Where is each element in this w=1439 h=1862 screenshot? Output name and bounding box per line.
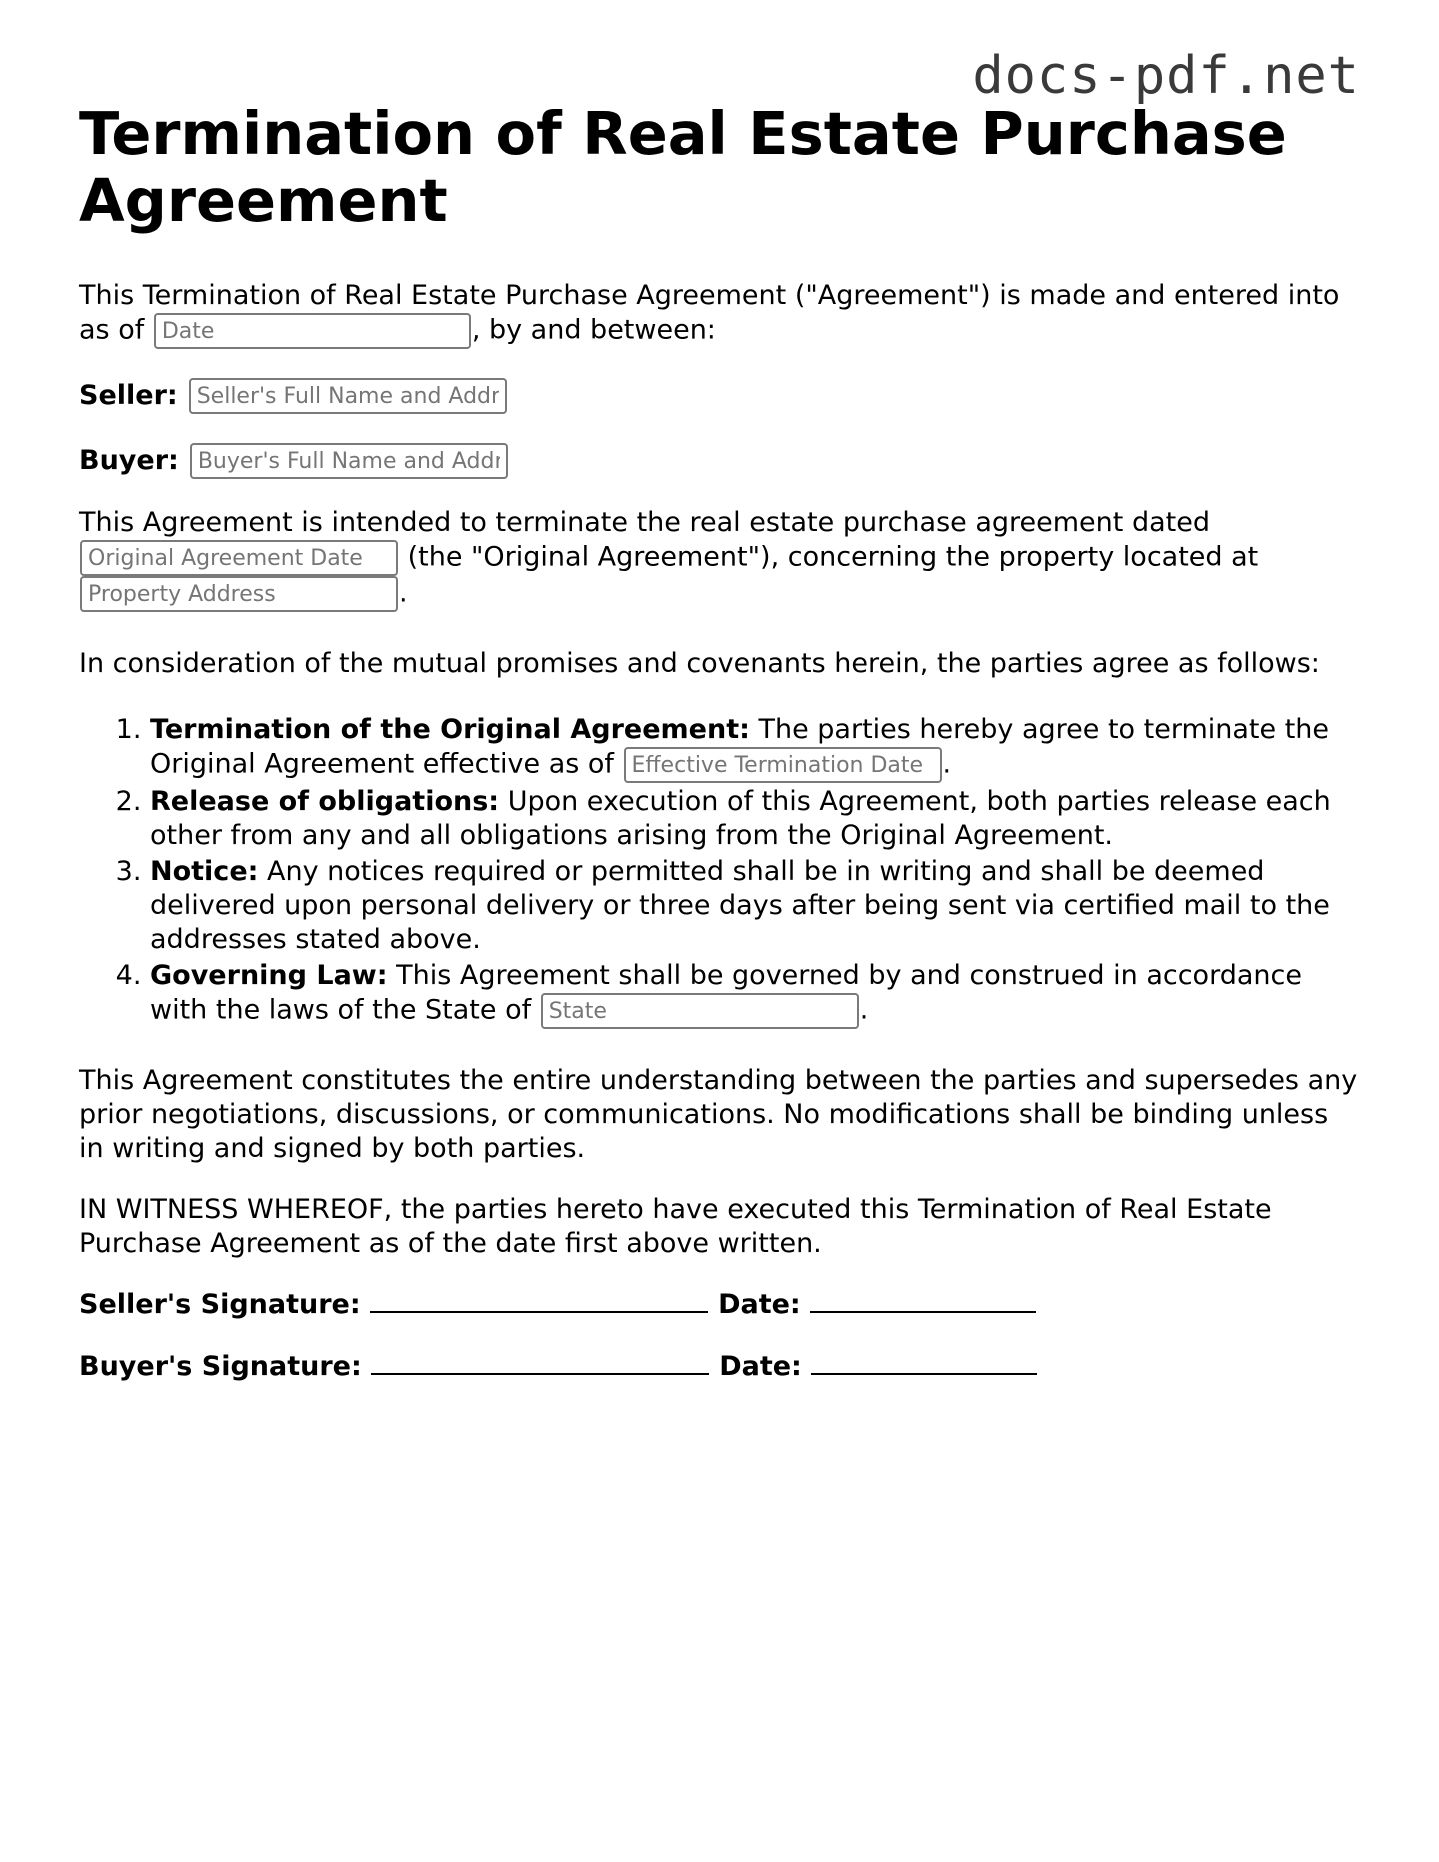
clause-heading: Release of obligations:: [150, 786, 500, 817]
clause-list: [79, 713, 1359, 1029]
intro-text: This Termination of Real Estate Purchase Agreement ("Agreement") is made and entered into as of: [79, 280, 1340, 346]
intent-text: This Agreement is intended to terminate the real estate purchase agreement dated: [79, 507, 1210, 538]
clause-heading: Governing Law:: [150, 960, 388, 991]
clause-item: [150, 785, 1359, 853]
clause-text: This Agreement shall be governed by and construed in accordance with the laws of the State of: [150, 960, 1302, 1026]
buyer-signature-label: Buyer's Signature:: [79, 1351, 362, 1382]
buyer-signature-line[interactable]: [371, 1351, 709, 1375]
intent-text-middle: (the "Original Agreement"), concerning the property located at: [399, 541, 1259, 573]
buyer-label: Buyer:: [79, 445, 179, 476]
intro-text-end: , by and between:: [471, 314, 716, 346]
seller-name-input[interactable]: [189, 378, 507, 414]
buyer-signature-row: [79, 1350, 1359, 1384]
clause-text: Any notices required or permitted shall be in writing and shall be deemed delivered upon personal delivery or three days after being sent via certified mail to the addresses stated above.: [150, 856, 1330, 955]
clause-text: The parties hereby agree to terminate the Original Agreement effective as of: [150, 714, 1330, 780]
seller-signature-line[interactable]: [370, 1289, 708, 1313]
seller-row: [79, 377, 1359, 415]
clause-text-end: .: [942, 748, 952, 780]
buyer-date-label: Date:: [719, 1351, 802, 1382]
property-address-input[interactable]: [80, 576, 398, 612]
seller-date-line[interactable]: [810, 1289, 1036, 1313]
seller-signature-row: [79, 1288, 1359, 1322]
document-body: [79, 100, 1359, 1384]
watermark: docs-pdf.net: [972, 46, 1360, 106]
clause-item: [150, 959, 1359, 1029]
date-input[interactable]: [154, 313, 471, 349]
entire-agreement-paragraph: This Agreement constitutes the entire understanding between the parties and supersedes any prior negotiations, discussions, or communications. No modifications shall be binding unless in writing and signed by both parties.: [79, 1065, 1358, 1164]
clause-heading: Notice:: [150, 856, 259, 887]
clause-item: [150, 855, 1359, 957]
seller-date-label: Date:: [718, 1289, 801, 1320]
clause-text-end: .: [859, 994, 869, 1026]
intent-text-end: .: [399, 577, 408, 609]
witness-paragraph: IN WITNESS WHEREOF, the parties hereto have executed this Termination of Real Estate Purchase Agreement as of the date first above written.: [79, 1194, 1272, 1259]
original-agreement-date-input[interactable]: [80, 540, 398, 576]
document-title: Termination of Real Estate Purchase Agreement: [79, 99, 1287, 235]
buyer-date-line[interactable]: [811, 1351, 1037, 1375]
clause-item: [150, 713, 1359, 783]
clause-text: Upon execution of this Agreement, both parties release each other from any and all obligations arising from the Original Agreement.: [150, 786, 1331, 851]
state-input[interactable]: [541, 993, 859, 1029]
effective-termination-date-input[interactable]: [624, 747, 942, 783]
consideration-paragraph: In consideration of the mutual promises and covenants herein, the parties agree as follows:: [79, 648, 1320, 679]
buyer-row: [79, 442, 1359, 480]
seller-signature-label: Seller's Signature:: [79, 1289, 361, 1320]
buyer-name-input[interactable]: [190, 443, 508, 479]
clause-heading: Termination of the Original Agreement:: [150, 714, 750, 745]
intro-paragraph: [79, 279, 1359, 349]
intent-paragraph: [79, 506, 1359, 612]
seller-label: Seller:: [79, 380, 178, 411]
